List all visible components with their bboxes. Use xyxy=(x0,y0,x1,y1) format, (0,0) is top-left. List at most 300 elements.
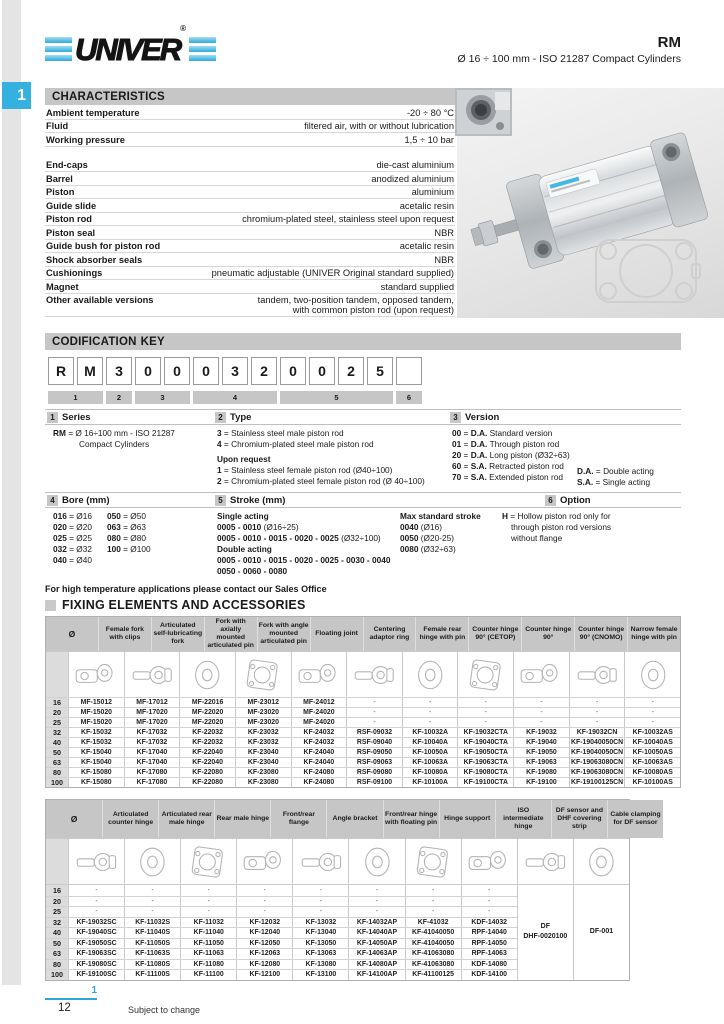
part-code-cell: KF-13100 xyxy=(292,970,348,980)
table2-row xyxy=(46,885,517,896)
part-code-cell: KF-12050 xyxy=(236,939,292,949)
codification-digit-box: M xyxy=(77,357,103,385)
diameter-cell: 25 xyxy=(46,907,68,917)
diameter-cell: 63 xyxy=(46,949,68,959)
part-code-cell: KF-15040 xyxy=(68,758,124,767)
column-header: Hinge support xyxy=(439,800,495,838)
table2-row xyxy=(46,969,517,980)
codification-digit-box: 0 xyxy=(280,357,306,385)
part-code-cell: MF-24020 xyxy=(291,708,347,717)
part-code-cell: KF-13040 xyxy=(292,928,348,938)
section-number-badge: 4 xyxy=(47,495,58,506)
univer-logo xyxy=(45,23,216,68)
part-code-cell: KF-13080 xyxy=(292,960,348,970)
part-code-cell: KF-19050SC xyxy=(68,939,124,949)
part-code-cell: KF-15032 xyxy=(68,728,124,737)
diameter-cell: 16 xyxy=(46,885,68,896)
part-code-cell: KF-41063080 xyxy=(405,960,461,970)
diameter-cell: 100 xyxy=(46,970,68,980)
product-photo xyxy=(457,88,724,318)
part-code-cell: KF-11040 xyxy=(180,928,236,938)
iso-intermediate-hinge-icon xyxy=(461,839,517,884)
code-line: 0005 - 0010 - 0015 - 0020 - 0025 (Ø32÷100) xyxy=(217,533,381,543)
part-code-cell: - xyxy=(461,907,517,917)
part-code-cell: - xyxy=(405,897,461,907)
codification-band-1 xyxy=(45,409,681,425)
part-code-cell: - xyxy=(402,718,458,727)
part-code-cell: - xyxy=(236,897,292,907)
part-code-cell: KF-22040 xyxy=(179,748,235,757)
part-code-cell: KF-23040 xyxy=(235,748,291,757)
part-code-cell: KF-10032AS xyxy=(624,728,680,737)
part-code-cell: MF-15012 xyxy=(68,698,124,707)
fork-angle-pin-icon xyxy=(235,652,291,697)
single-acting-label: Single acting xyxy=(217,511,269,521)
code-line: 1 = Stainless steel female piston rod (Ø40÷100) xyxy=(217,465,393,475)
part-code-cell: MF-24020 xyxy=(291,718,347,727)
part-code-cell: KF-17040 xyxy=(124,758,180,767)
column-header: Narrow female hinge with pin xyxy=(627,617,680,651)
characteristic-label: Working pressure xyxy=(46,134,125,145)
part-code-cell: KF-12063 xyxy=(236,949,292,959)
characteristic-label: Fluid xyxy=(46,121,69,131)
section-number-badge: 3 xyxy=(450,412,461,423)
acting-abbreviations xyxy=(577,466,654,488)
part-code-cell: KF-24080 xyxy=(291,778,347,787)
code-line: 025 = Ø25 xyxy=(53,533,92,543)
part-code-cell: MF-22020 xyxy=(179,718,235,727)
diameter-cell: 25 xyxy=(46,718,68,727)
characteristics-header xyxy=(45,88,455,105)
characteristics-title: CHARACTERISTICS xyxy=(52,90,165,103)
diameter-cell: 100 xyxy=(46,778,68,787)
codification-digit-box: 5 xyxy=(367,357,393,385)
part-code-cell: - xyxy=(346,708,402,717)
part-code-cell: KDF-14032 xyxy=(461,918,517,928)
column-header: Cable clamping for DF sensor xyxy=(607,800,663,838)
code-line: 016 = Ø16 xyxy=(53,511,92,521)
part-code-cell: - xyxy=(513,698,569,707)
counter-hinge-cnomo-icon xyxy=(569,652,625,697)
part-code-cell: KF-11080S xyxy=(124,960,180,970)
part-code-cell: KF-10050A xyxy=(402,748,458,757)
row-gap xyxy=(45,147,455,159)
part-code-cell: KF-19080SC xyxy=(68,960,124,970)
part-code-cell: KF-24040 xyxy=(291,758,347,767)
column-header: Fork with axially mounted articulated pin xyxy=(204,617,257,651)
diameter-column-header: Ø xyxy=(46,800,102,838)
column-header: Centering adaptor ring xyxy=(363,617,416,651)
cable-clamp-merged-cell xyxy=(573,885,629,980)
table1-row xyxy=(46,707,680,717)
table2-row xyxy=(46,906,517,917)
table1-row xyxy=(46,757,680,767)
part-code-cell: - xyxy=(461,897,517,907)
diameter-cell: 32 xyxy=(46,918,68,928)
part-code-cell: - xyxy=(624,708,680,717)
part-code-cell: KF-17032 xyxy=(124,738,180,747)
part-code-cell: KF-41040050 xyxy=(405,928,461,938)
part-code-cell: - xyxy=(402,708,458,717)
part-code-cell: KF-10080A xyxy=(402,768,458,777)
section-number-badge: 2 xyxy=(215,412,226,423)
part-code-cell: KF-19032SC xyxy=(68,918,124,928)
part-code-cell: KF-19040CTA xyxy=(457,738,513,747)
part-code-cell: KF-11040S xyxy=(124,928,180,938)
hinge-support-icon xyxy=(405,839,461,884)
part-code-cell: MF-22020 xyxy=(179,708,235,717)
part-code-cell: KF-19040050CN xyxy=(569,748,625,757)
part-code-cell: KDF-14100 xyxy=(461,970,517,980)
diameter-cell: 16 xyxy=(46,698,68,707)
diameter-cell: 50 xyxy=(46,939,68,949)
characteristics-table xyxy=(45,106,455,317)
table2-header-row xyxy=(46,800,661,838)
part-code-cell: KF-19032 xyxy=(513,728,569,737)
characteristic-row xyxy=(45,106,455,120)
max-stroke-list xyxy=(400,511,481,555)
part-code-cell: KF-19080CTA xyxy=(457,768,513,777)
part-code-cell: - xyxy=(68,885,124,896)
column-header: Female rear hinge with pin xyxy=(415,617,468,651)
characteristic-value: 1,5 ÷ 10 bar xyxy=(404,134,454,145)
codification-code-boxes xyxy=(48,357,422,385)
part-code-cell: KF-11080 xyxy=(180,960,236,970)
characteristic-value: die-cast aluminium xyxy=(376,160,454,170)
part-code-cell: KF-14080AP xyxy=(348,960,404,970)
code-line: 032 = Ø32 xyxy=(53,544,92,554)
part-code-cell: KF-17080 xyxy=(124,768,180,777)
table1-icon-row xyxy=(46,651,680,697)
column-header: Counter hinge 90° (CNOMO) xyxy=(574,617,627,651)
part-code-cell: KF-10040AS xyxy=(624,738,680,747)
part-code-cell: RSF-09080 xyxy=(346,768,402,777)
part-code-cell: KF-22040 xyxy=(179,758,235,767)
code-line: 3 = Stainless steel male piston rod xyxy=(217,428,344,438)
fork-axial-pin-icon xyxy=(179,652,235,697)
table2-icon-row xyxy=(46,838,629,884)
codification-digit-box xyxy=(396,357,422,385)
centering-adaptor-ring-icon xyxy=(346,652,402,697)
part-code-cell: KF-11063 xyxy=(180,949,236,959)
section-number-badge: 5 xyxy=(215,495,226,506)
part-code-cell: KF-15080 xyxy=(68,768,124,777)
logo-wordmark: UNIVER xyxy=(75,31,181,67)
part-code-cell: MF-24012 xyxy=(291,698,347,707)
part-code-cell: - xyxy=(348,907,404,917)
column-header: Fork with angle mounted articulated pin xyxy=(257,617,310,651)
characteristic-label: Shock absorber seals xyxy=(46,254,143,265)
characteristic-value: acetalic resin xyxy=(399,241,454,251)
part-code-cell: KF-13050 xyxy=(292,939,348,949)
section-title: Option xyxy=(560,495,591,506)
section-header-option xyxy=(545,495,591,506)
cable-clamp-code: DF-001 xyxy=(589,928,614,935)
part-code-cell: KF-23080 xyxy=(235,778,291,787)
characteristic-value: aluminium xyxy=(411,187,454,197)
table2-body xyxy=(46,884,629,980)
code-line: 040 = Ø40 xyxy=(53,555,92,565)
code-line: 2 = Chromium-plated steel female piston rod (Ø 40÷100) xyxy=(217,476,425,486)
part-code-cell: KF-41100125 xyxy=(405,970,461,980)
part-code-cell: KF-15040 xyxy=(68,748,124,757)
part-code-cell: - xyxy=(68,897,124,907)
part-code-cell: KF-10063A xyxy=(402,758,458,767)
df-sensor-merged-cell xyxy=(517,885,573,980)
characteristic-row xyxy=(45,199,455,213)
diameter-cell: 80 xyxy=(46,960,68,970)
column-header: Female fork with clips xyxy=(98,617,151,651)
table2-row xyxy=(46,896,517,907)
part-code-cell: KF-19032CTA xyxy=(457,728,513,737)
characteristic-label: Piston rod xyxy=(46,214,92,224)
column-header: Front/rear hinge with floating pin xyxy=(383,800,439,838)
part-code-cell: KF-10080AS xyxy=(624,768,680,777)
part-code-cell: KF-24080 xyxy=(291,768,347,777)
narrow-female-hinge-icon xyxy=(624,652,680,697)
part-code-cell: - xyxy=(124,885,180,896)
part-code-cell: - xyxy=(624,698,680,707)
bore-options-col1 xyxy=(53,511,92,566)
part-code-cell: MF-23020 xyxy=(235,708,291,717)
part-code-cell: KF-14063AP xyxy=(348,949,404,959)
part-code-cell: - xyxy=(457,718,513,727)
characteristic-value: -20 ÷ 80 °C xyxy=(406,107,454,118)
part-code-cell: KF-41063080 xyxy=(405,949,461,959)
part-code-cell: KF-12040 xyxy=(236,928,292,938)
part-code-cell: - xyxy=(624,718,680,727)
characteristic-value: standard supplied xyxy=(380,281,454,292)
section-title: Series xyxy=(62,412,91,423)
articulated-self-lubricating-fork-icon xyxy=(124,652,180,697)
code-line: 4 = Chromium-plated steel male piston rod xyxy=(217,439,374,449)
part-code-cell: KF-14100AP xyxy=(348,970,404,980)
part-code-cell: - xyxy=(236,907,292,917)
version-line: 00 = D.A. Standard version xyxy=(452,428,553,438)
part-code-cell: KF-10050AS xyxy=(624,748,680,757)
part-code-cell: KF-23032 xyxy=(235,738,291,747)
column-header: Articulated rear male hinge xyxy=(158,800,214,838)
articulated-rear-male-hinge-icon xyxy=(124,839,180,884)
version-line: 70 = S.A. Extended piston rod xyxy=(452,472,563,482)
characteristic-row xyxy=(45,253,455,267)
part-code-cell: KF-11050 xyxy=(180,939,236,949)
characteristic-label: End-caps xyxy=(46,160,88,170)
type-options-list xyxy=(217,428,425,487)
part-code-cell: - xyxy=(68,907,124,917)
part-code-cell: KF-23032 xyxy=(235,728,291,737)
diameter-cell: 63 xyxy=(46,758,68,767)
high-temperature-note: For high temperature applications please contact our Sales Office xyxy=(45,584,327,594)
code-line: 0005 - 0010 - 0015 - 0020 - 0025 - 0030 - 0040 xyxy=(217,555,391,565)
part-code-cell: KF-10040A xyxy=(402,738,458,747)
table2-rows xyxy=(46,885,517,980)
codification-digit-box: 0 xyxy=(193,357,219,385)
table2-row xyxy=(46,917,517,928)
part-code-cell: KF-14050AP xyxy=(348,939,404,949)
part-code-cell: KF-19100 xyxy=(513,778,569,787)
part-code-cell: KF-12032 xyxy=(236,918,292,928)
section-header-series xyxy=(47,412,91,423)
part-code-cell: - xyxy=(180,897,236,907)
part-code-cell: - xyxy=(569,708,625,717)
cylinder-profile-drawing xyxy=(588,234,706,308)
part-code-cell: KF-17040 xyxy=(124,748,180,757)
codification-group-label: 5 xyxy=(280,391,393,404)
code-line: 0005 - 0010 (Ø16÷25) xyxy=(217,522,299,532)
part-code-cell: KF-12080 xyxy=(236,960,292,970)
part-code-cell: KF-19063080CN xyxy=(569,768,625,777)
codification-group-label: 2 xyxy=(106,391,132,404)
diameter-cell: 50 xyxy=(46,748,68,757)
part-code-cell: KF-19050 xyxy=(513,748,569,757)
part-code-cell: MF-23020 xyxy=(235,718,291,727)
part-code-cell: - xyxy=(236,885,292,896)
part-code-cell: KF-17032 xyxy=(124,728,180,737)
table1-row xyxy=(46,747,680,757)
part-code-cell: - xyxy=(348,897,404,907)
characteristic-value: filtered air, with or without lubrication xyxy=(304,121,454,131)
part-code-cell: - xyxy=(124,897,180,907)
part-code-cell: KF-41032 xyxy=(405,918,461,928)
characteristic-row xyxy=(45,159,455,173)
code-line: 0050 (Ø20-25) xyxy=(400,533,454,543)
part-code-cell: KF-15032 xyxy=(68,738,124,747)
part-code-cell: KF-19040050CN xyxy=(569,738,625,747)
part-code-cell: KF-15080 xyxy=(68,778,124,787)
part-code-cell: KF-11032 xyxy=(180,918,236,928)
part-code-cell: KF-11063S xyxy=(124,949,180,959)
part-code-cell: RPF-14050 xyxy=(461,939,517,949)
column-header: ISO intermediate hinge xyxy=(495,800,551,838)
diameter-cell: 20 xyxy=(46,708,68,717)
codification-digit-box: 3 xyxy=(106,357,132,385)
characteristic-value: anodized aluminium xyxy=(371,173,454,184)
part-code-cell: RSF-09040 xyxy=(346,738,402,747)
product-photo-inset xyxy=(455,88,512,136)
characteristic-row xyxy=(45,226,455,240)
section-header-stroke xyxy=(215,495,285,506)
characteristic-label: Ambient temperature xyxy=(46,107,140,118)
part-code-cell: KF-19063SC xyxy=(68,949,124,959)
part-code-cell: KF-19080 xyxy=(513,768,569,777)
table1-row xyxy=(46,767,680,777)
part-code-cell: KF-19063080CN xyxy=(569,758,625,767)
characteristic-row xyxy=(45,280,455,294)
characteristic-value: tandem, two-position tandem, opposed tandem, with common piston rod (upon request) xyxy=(161,295,454,315)
part-code-cell: - xyxy=(457,698,513,707)
section-header-bore xyxy=(47,495,110,506)
diameter-cell: 80 xyxy=(46,768,68,777)
codification-digit-box: 0 xyxy=(135,357,161,385)
section-number-badge: 6 xyxy=(545,495,556,506)
characteristic-label: Guide bush for piston rod xyxy=(46,241,161,251)
part-code-cell: KF-19100CTA xyxy=(457,778,513,787)
column-header: Angle bracket xyxy=(326,800,382,838)
table2-row xyxy=(46,938,517,949)
fixing-elements-header xyxy=(45,598,306,612)
characteristic-row xyxy=(45,133,455,147)
characteristic-value-line2: with common piston rod (upon request) xyxy=(292,305,454,315)
version-line: 20 = D.A. Long piston (Ø32÷63) xyxy=(452,450,570,460)
footer-divider-line xyxy=(45,998,97,1000)
part-code-cell: - xyxy=(569,718,625,727)
part-code-cell: RSF-09050 xyxy=(346,748,402,757)
part-code-cell: KF-23080 xyxy=(235,768,291,777)
codification-group-label: 1 xyxy=(48,391,103,404)
front-rear-hinge-floating-pin-icon xyxy=(348,839,404,884)
code-line: D.A. = Double acting xyxy=(577,466,654,476)
characteristic-row xyxy=(45,294,455,318)
floating-joint-icon xyxy=(291,652,347,697)
part-code-cell: KF-13063 xyxy=(292,949,348,959)
part-code-cell: - xyxy=(405,885,461,896)
section-title: Bore (mm) xyxy=(62,495,110,506)
code-line: 0080 (Ø32÷63) xyxy=(400,544,456,554)
code-line: 080 = Ø80 xyxy=(107,533,146,543)
codification-group-bars xyxy=(48,391,428,404)
characteristic-value: pneumatic adjustable (UNIVER Original standard supplied) xyxy=(211,268,454,278)
diameter-cell: 20 xyxy=(46,897,68,907)
part-code-cell: KF-24032 xyxy=(291,738,347,747)
part-code-cell: KF-11100S xyxy=(124,970,180,980)
characteristic-label: Other available versions xyxy=(46,295,154,305)
double-acting-label: Double acting xyxy=(217,544,272,554)
characteristic-label: Guide slide xyxy=(46,200,97,211)
part-code-cell: KF-11032S xyxy=(124,918,180,928)
codification-digit-box: 2 xyxy=(251,357,277,385)
registered-mark: ® xyxy=(180,23,187,33)
code-line: 020 = Ø20 xyxy=(53,522,92,532)
part-code-cell: KF-19063 xyxy=(513,758,569,767)
series-description: RM = Ø 16÷100 mm - ISO 21287 Compact Cylinders xyxy=(53,428,175,449)
characteristic-label: Cushionings xyxy=(46,268,103,278)
codification-digit-box: 0 xyxy=(309,357,335,385)
df-label: DF xyxy=(540,922,551,930)
characteristic-label: Piston seal xyxy=(46,227,96,238)
chapter-tab: 1 xyxy=(2,82,31,109)
column-header: Articulated self-lubricating fork xyxy=(151,617,204,651)
max-stroke-label: Max standard stroke xyxy=(400,511,481,521)
part-code-cell: KDF-14080 xyxy=(461,960,517,970)
column-header: Counter hinge 90° xyxy=(521,617,574,651)
diameter-cell: 40 xyxy=(46,928,68,938)
accessories-table-2 xyxy=(45,799,661,981)
column-header: Articulated counter hinge xyxy=(102,800,158,838)
part-code-cell: - xyxy=(124,907,180,917)
part-code-cell: KF-14040AP xyxy=(348,928,404,938)
part-code-cell: KF-22032 xyxy=(179,738,235,747)
characteristic-row xyxy=(45,267,455,281)
version-line: 60 = S.A. Retracted piston rod xyxy=(452,461,564,471)
part-code-cell: RSF-09100 xyxy=(346,778,402,787)
codification-header xyxy=(45,333,681,350)
characteristic-row xyxy=(45,186,455,200)
part-code-cell: KF-19100125CN xyxy=(569,778,625,787)
part-code-cell: KF-11100 xyxy=(180,970,236,980)
part-code-cell: MF-17020 xyxy=(124,718,180,727)
part-code-cell: KF-22032 xyxy=(179,728,235,737)
part-code-cell: KF-17080 xyxy=(124,778,180,787)
part-code-cell: - xyxy=(180,907,236,917)
section-bullet-square-icon xyxy=(45,600,56,611)
part-code-cell: KF-19040SC xyxy=(68,928,124,938)
codification-title-rest: KEY xyxy=(140,335,165,348)
code-line: 0040 (Ø16) xyxy=(400,522,442,532)
part-code-cell: KF-11050S xyxy=(124,939,180,949)
characteristic-value: NBR xyxy=(434,254,454,265)
section-title: Stroke (mm) xyxy=(230,495,286,506)
